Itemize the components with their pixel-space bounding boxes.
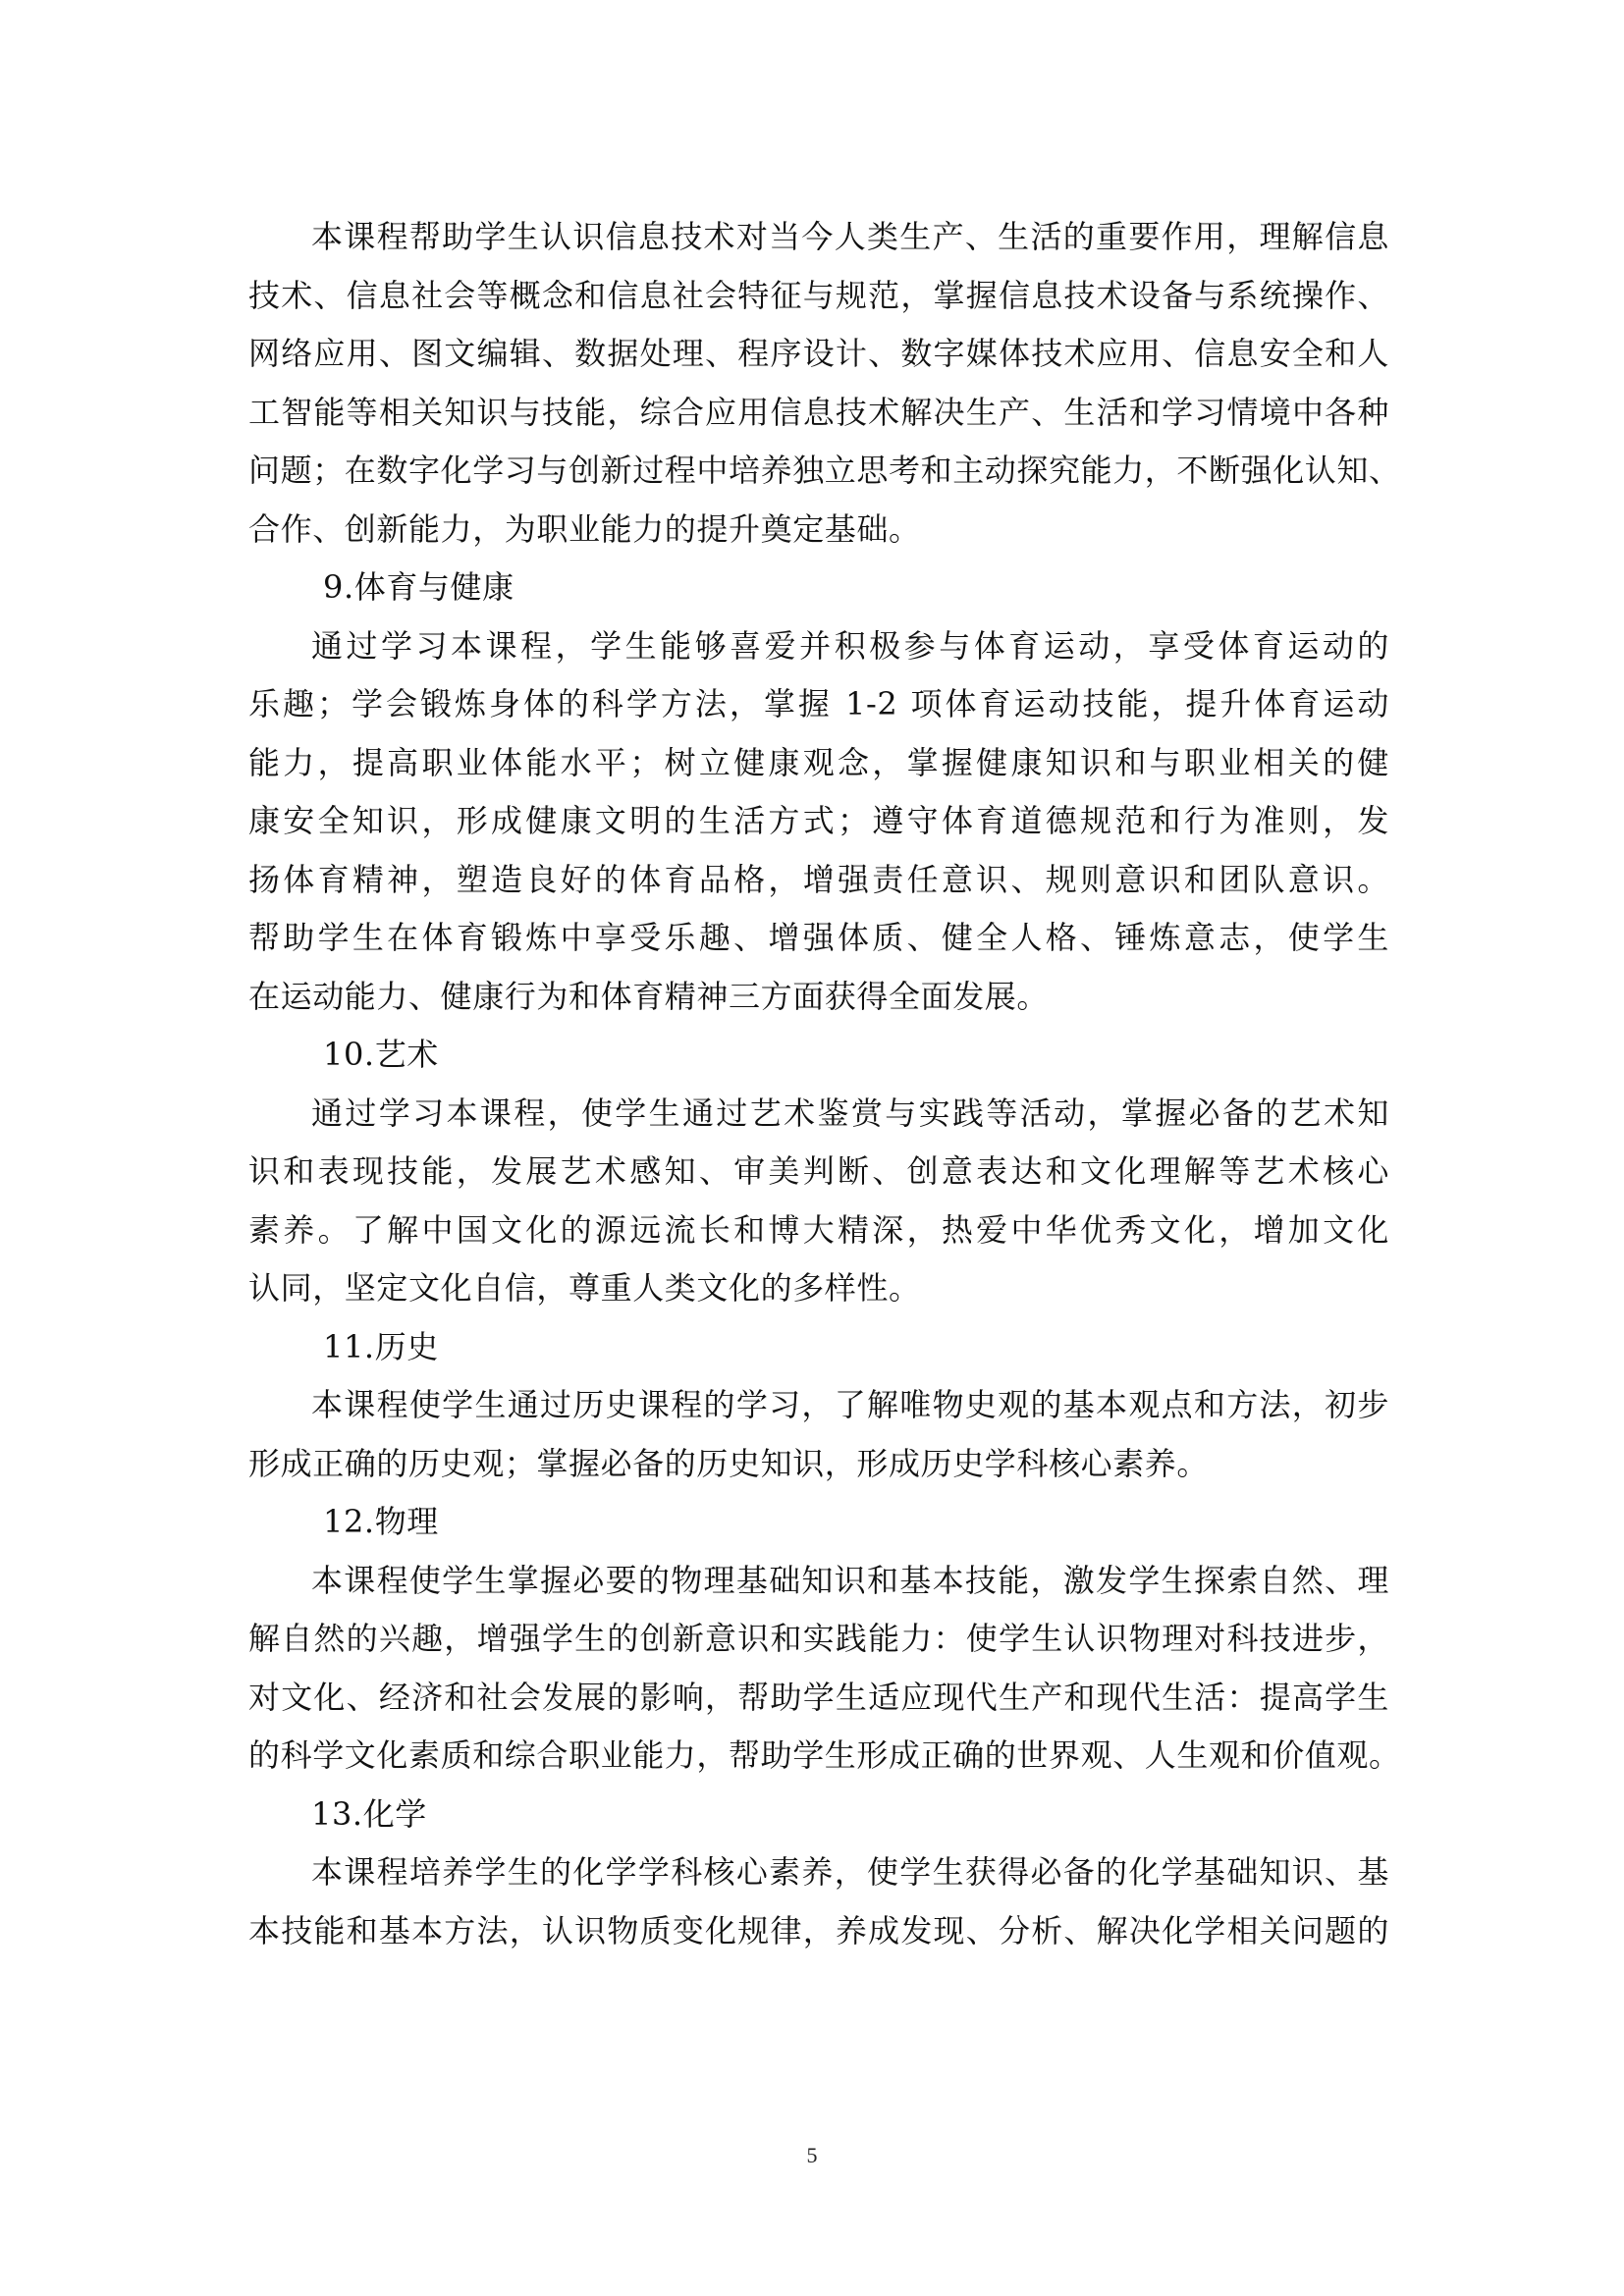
paragraph-line: 对文化、经济和社会发展的影响，帮助学生适应现代生产和现代生活：提高学生: [248, 1678, 1389, 1716]
paragraph-line: 能力，提高职业体能水平；树立健康观念，掌握健康知识和与职业相关的健: [248, 743, 1389, 781]
paragraph-line: 扬体育精神，塑造良好的体育品格，增强责任意识、规则意识和团队意识。: [248, 860, 1389, 898]
paragraph-line: 问题；在数字化学习与创新过程中培养独立思考和主动探究能力，不断强化认知、: [248, 452, 1401, 489]
page-number: 5: [806, 2143, 818, 2167]
paragraph-line: 技术、信息社会等概念和信息社会特征与规范，掌握信息技术设备与系统操作、: [248, 276, 1389, 314]
paragraph-line: 工智能等相关知识与技能，综合应用信息技术解决生产、生活和学习情境中各种: [248, 393, 1389, 431]
paragraph-line: 本技能和基本方法，认识物质变化规律，养成发现、分析、解决化学相关问题的: [248, 1911, 1389, 1949]
paragraph-line: 解自然的兴趣，增强学生的创新意识和实践能力：使学生认识物理对科技进步，: [248, 1620, 1389, 1657]
paragraph-line: 在运动能力、健康行为和体育精神三方面获得全面发展。: [248, 977, 1050, 1015]
paragraph-line: 通过学习本课程，学生能够喜爱并积极参与体育运动，享受体育运动的: [311, 626, 1389, 665]
paragraph-line: 形成正确的历史观；掌握必备的历史知识，形成历史学科核心素养。: [248, 1444, 1210, 1482]
section-heading-art: 10.艺术: [323, 1036, 439, 1073]
paragraph-line: 本课程培养学生的化学学科核心素养，使学生获得必备的化学基础知识、基: [311, 1853, 1389, 1891]
paragraph-line: 合作、创新能力，为职业能力的提升奠定基础。: [248, 509, 921, 548]
paragraph-line: 乐趣；学会锻炼身体的科学方法，掌握 1-2 项体育运动技能，提升体育运动: [248, 685, 1389, 722]
paragraph-line: 认同，坚定文化自信，尊重人类文化的多样性。: [248, 1269, 921, 1307]
paragraph-line: 帮助学生在体育锻炼中享受乐趣、增强体质、健全人格、锤炼意志，使学生: [248, 919, 1389, 956]
section-heading-chemistry: 13.化学: [311, 1794, 427, 1833]
paragraph-line: 的科学文化素质和综合职业能力，帮助学生形成正确的世界观、人生观和价值观。: [248, 1736, 1401, 1774]
paragraph-line: 康安全知识，形成健康文明的生活方式；遵守体育道德规范和行为准则，发: [248, 802, 1389, 839]
paragraph-line: 本课程使学生通过历史课程的学习，了解唯物史观的基本观点和方法，初步: [311, 1386, 1389, 1423]
section-heading-physics: 12.物理: [323, 1503, 439, 1540]
paragraph-line: 识和表现技能，发展艺术感知、审美判断、创意表达和文化理解等艺术核心: [248, 1152, 1389, 1190]
section-heading-history: 11.历史: [323, 1327, 439, 1365]
paragraph-line: 通过学习本课程，使学生通过艺术鉴赏与实践等活动，掌握必备的艺术知: [311, 1094, 1389, 1132]
paragraph-line: 本课程帮助学生认识信息技术对当今人类生产、生活的重要作用，理解信息: [311, 218, 1389, 255]
paragraph-line: 网络应用、图文编辑、数据处理、程序设计、数字媒体技术应用、信息安全和人: [248, 335, 1389, 372]
paragraph-line: 本课程使学生掌握必要的物理基础知识和基本技能，激发学生探索自然、理: [311, 1561, 1389, 1599]
paragraph-line: 素养。了解中国文化的源远流长和博大精深，热爱中华优秀文化，增加文化: [248, 1210, 1389, 1249]
body-text: [248, 208, 1401, 1960]
section-heading-pe: 9.体育与健康: [323, 568, 514, 606]
